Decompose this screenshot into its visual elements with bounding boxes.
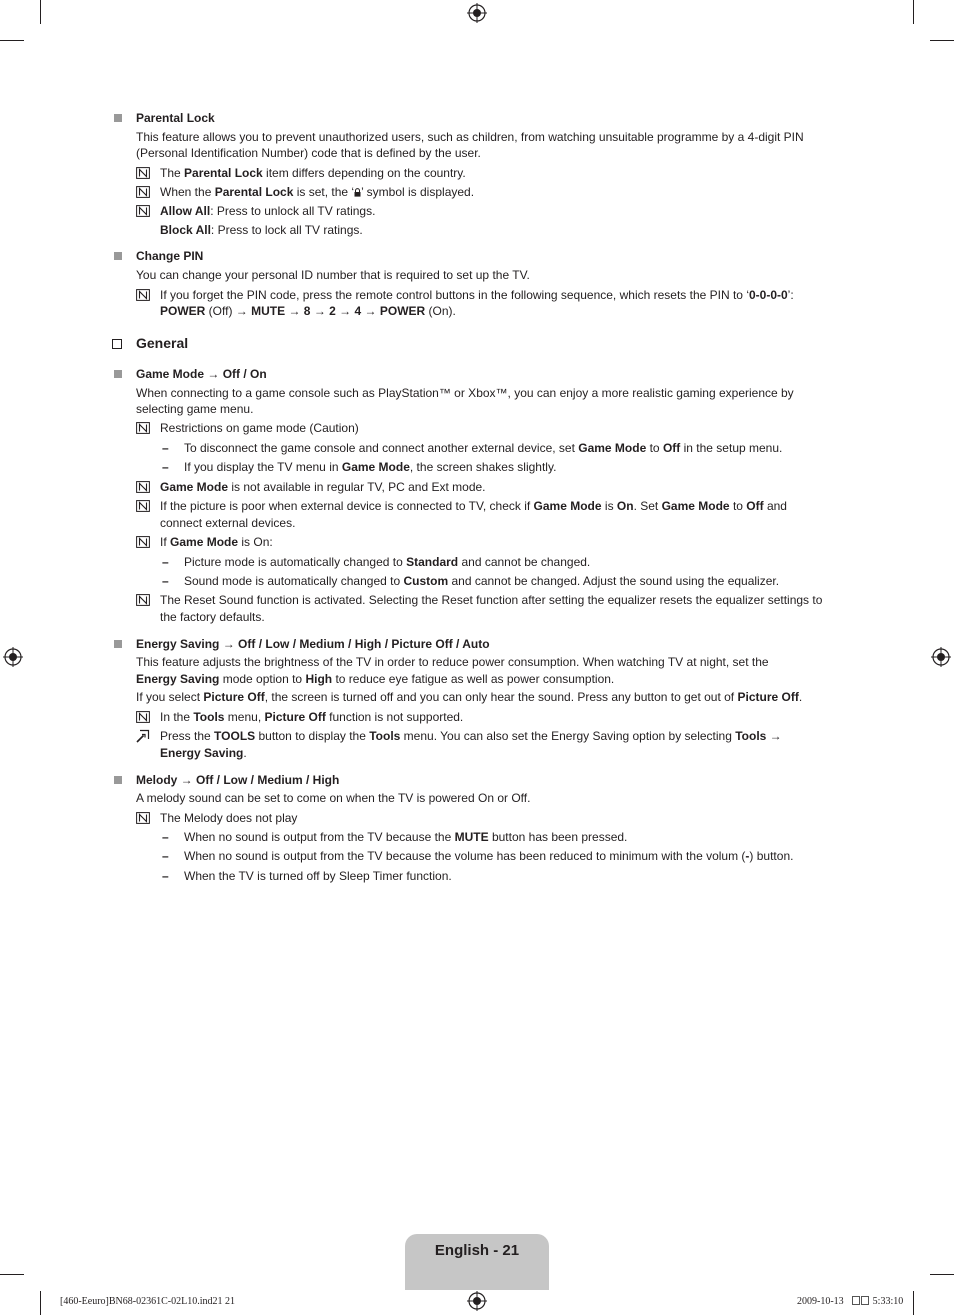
dash-item — [0, 573, 954, 589]
crop-mark — [913, 1291, 914, 1315]
square-bullet-icon — [114, 640, 122, 648]
text-run: This feature allows you to prevent unauthorized users, such as children, from watching unsuitable programme by a 4-digit PIN — [136, 130, 804, 144]
dash-bullet: – — [162, 849, 169, 863]
body-text — [136, 654, 769, 670]
bold-term: High — [305, 672, 333, 686]
crop-mark — [40, 0, 41, 24]
bold-term: On — [616, 499, 634, 513]
body-text-line — [0, 401, 954, 417]
menu-item-heading — [0, 772, 954, 788]
text-run: mode option to — [219, 672, 306, 686]
text-run: is On: — [238, 535, 273, 549]
item-title — [136, 772, 339, 788]
text-run: To disconnect the game console and connect another external device, set — [184, 441, 579, 455]
note-line — [0, 287, 954, 303]
text-run: is not available in regular TV, PC and Ext mode. — [228, 480, 486, 494]
text-run: . — [243, 746, 247, 760]
body-text-line — [0, 129, 954, 145]
note-text — [160, 287, 794, 303]
bold-term: Game Mode — [170, 535, 239, 549]
text-run: If you select — [136, 690, 204, 704]
bold-term: Tools — [193, 710, 225, 724]
text-run: If the picture is poor when external device is connected to TV, check if — [160, 499, 534, 513]
imprint-file: [460-Eeuro]BN68-02361C-02L10.ind21 21 — [60, 1296, 235, 1307]
note-icon — [136, 500, 150, 512]
note-icon — [136, 594, 150, 606]
note-line — [0, 810, 954, 826]
note-icon — [136, 422, 150, 434]
text-run: When the — [160, 185, 215, 199]
text-run: Restrictions on game mode (Caution) — [160, 421, 359, 435]
note-icon — [136, 167, 150, 179]
note-continuation — [0, 515, 954, 531]
dash-bullet: – — [162, 830, 169, 844]
tools-icon — [136, 729, 150, 743]
bold-term: Energy Saving — [136, 672, 220, 686]
page-number-tab — [405, 1234, 549, 1290]
text-run: The — [160, 166, 185, 180]
body-text-line — [0, 385, 954, 401]
dash-text — [184, 573, 779, 589]
body-text — [136, 129, 804, 145]
crop-mark — [913, 0, 914, 24]
crop-mark — [40, 1291, 41, 1315]
note-line — [0, 592, 954, 608]
checkbox-bullet-icon — [112, 339, 122, 349]
text-run: . — [798, 690, 803, 704]
bold-term: Game Mode — [661, 499, 730, 513]
text-run: to reduce eye fatigue as well as power consumption. — [332, 672, 615, 686]
text-run: item differs depending on the country. — [262, 166, 466, 180]
bold-term: Off — [662, 441, 681, 455]
dash-item — [0, 554, 954, 570]
crop-mark — [0, 40, 24, 41]
text-run: → — [204, 367, 223, 381]
body-text — [136, 689, 802, 705]
dash-text — [184, 829, 627, 845]
square-bullet-icon — [114, 776, 122, 784]
item-title — [136, 110, 215, 126]
text-run: (Personal Identification Number) code that is defined by the user. — [136, 146, 481, 160]
bold-term: Game Mode — [341, 460, 410, 474]
text-run: menu, — [224, 710, 265, 724]
square-bullet-icon — [114, 252, 122, 260]
text-run: button has been pressed. — [488, 830, 628, 844]
text-run: ’ symbol is displayed. — [361, 185, 475, 199]
body-text — [136, 790, 530, 806]
note-text — [160, 592, 822, 608]
text-run: Picture mode is automatically changed to — [184, 555, 407, 569]
section-heading — [0, 336, 954, 352]
tools-text — [160, 728, 782, 744]
menu-item-heading — [0, 636, 954, 652]
text-run: → — [335, 304, 355, 318]
text-run: is set, the ‘ — [293, 185, 355, 199]
text-run: This feature adjusts the brightness of the TV in order to reduce power consumption. When watching TV at night, set the — [136, 655, 769, 669]
text-run: When the TV is turned off by Sleep Timer function. — [184, 869, 452, 883]
text-run: → — [177, 773, 197, 787]
text-run: button to display the — [255, 729, 370, 743]
text-run: If you forget the PIN code, press the remote control buttons in the following sequence, which resets the PIN to ‘ — [160, 288, 749, 302]
note-text — [160, 203, 375, 219]
text-run: → — [310, 304, 330, 318]
note-continuation — [0, 222, 954, 238]
text-run: When no sound is output from the TV because the volume has been reduced to minimum with the volum ( — [184, 849, 746, 863]
text-run: You can change your personal ID number that is required to set up the TV. — [136, 268, 530, 282]
note-text — [160, 709, 463, 725]
text-run: . Set — [633, 499, 662, 513]
text-run: , the screen is turned off and you can only hear the sound. Press any button to get out of — [264, 690, 738, 704]
item-title — [136, 636, 490, 652]
bold-term: 2 — [329, 304, 336, 318]
body-text — [136, 385, 794, 401]
dash-item — [0, 440, 954, 456]
missing-glyph-icon — [852, 1296, 860, 1305]
text-run: (On). — [425, 304, 456, 318]
text-run: The Reset Sound function is activated. Selecting the Reset function after setting the equalizer resets the equalizer settings to — [160, 593, 823, 607]
note-text — [160, 165, 466, 181]
text-run: Sound mode is automatically changed to — [184, 574, 404, 588]
body-text-line — [0, 671, 954, 687]
bold-term: Change PIN — [136, 249, 204, 263]
note-text — [160, 609, 265, 625]
dash-bullet: – — [162, 441, 169, 455]
note-text — [160, 184, 474, 200]
bold-term: Off / Low / Medium / High / Picture Off / Auto — [238, 637, 490, 651]
text-run: connect external devices. — [160, 516, 296, 530]
bold-term: Parental Lock — [136, 111, 215, 125]
note-line — [0, 165, 954, 181]
note-text — [160, 534, 273, 550]
bold-term: Off / Low / Medium / High — [196, 773, 340, 787]
note-text — [160, 420, 359, 436]
section-title — [136, 335, 188, 351]
body-text — [136, 671, 614, 687]
note-text — [160, 479, 486, 495]
text-run: → — [361, 304, 380, 318]
body-text — [136, 145, 481, 161]
note-continuation — [0, 609, 954, 625]
dash-bullet: – — [162, 460, 169, 474]
bold-term: Standard — [406, 555, 459, 569]
dash-text — [184, 868, 452, 884]
bold-term: Picture Off — [737, 690, 799, 704]
note-line — [0, 479, 954, 495]
note-text — [160, 745, 247, 761]
registration-mark-icon — [467, 1291, 487, 1311]
dash-text — [184, 554, 590, 570]
dash-bullet: – — [162, 869, 169, 883]
bold-term: Picture Off — [264, 710, 326, 724]
crop-mark — [0, 1274, 24, 1275]
note-text — [160, 303, 456, 319]
dash-item — [0, 868, 954, 884]
bold-term: Parental Lock — [214, 185, 294, 199]
text-run: (Off) → — [205, 304, 252, 318]
dash-text — [184, 459, 556, 475]
imprint-datetime — [797, 1296, 903, 1307]
text-run: In the — [160, 710, 194, 724]
note-icon — [136, 205, 150, 217]
bold-term: Game Mode — [533, 499, 602, 513]
note-icon — [136, 711, 150, 723]
text-run: is — [601, 499, 617, 513]
text-run: function is not supported. — [325, 710, 464, 724]
note-icon — [136, 289, 150, 301]
bold-term: POWER — [379, 304, 426, 318]
bold-term: 0-0-0-0 — [748, 288, 788, 302]
body-text — [136, 267, 530, 283]
note-continuation — [0, 745, 954, 761]
dash-bullet: – — [162, 555, 169, 569]
text-run: to — [729, 499, 747, 513]
note-icon — [136, 812, 150, 824]
bold-term: MUTE — [251, 304, 286, 318]
bold-term: Allow All — [160, 204, 211, 218]
bold-term: Custom — [403, 574, 449, 588]
text-run: and — [763, 499, 787, 513]
text-run: If — [160, 535, 171, 549]
registration-mark-icon — [467, 3, 487, 23]
text-run: ’: — [787, 288, 794, 302]
note-line — [0, 203, 954, 219]
bold-term: Picture Off — [203, 690, 265, 704]
bold-term: POWER — [160, 304, 206, 318]
body-text-line — [0, 790, 954, 806]
bold-term: - — [745, 849, 750, 863]
text-run: The Melody does not play — [160, 811, 298, 825]
text-run: in the setup menu. — [680, 441, 783, 455]
tools-line — [0, 728, 954, 744]
bold-term: Energy Saving — [160, 746, 244, 760]
note-line — [0, 184, 954, 200]
text-run: → — [285, 304, 304, 318]
bold-term: Off / On — [222, 367, 267, 381]
note-icon — [136, 536, 150, 548]
note-icon — [136, 481, 150, 493]
bold-term: Off — [746, 499, 764, 513]
bold-term: 8 — [303, 304, 311, 318]
menu-item-heading — [0, 366, 954, 382]
note-line — [0, 534, 954, 550]
bold-term: Parental Lock — [184, 166, 263, 180]
note-text — [160, 222, 363, 238]
bold-term: TOOLS — [214, 729, 256, 743]
item-title — [136, 248, 203, 264]
note-text — [160, 810, 297, 826]
square-bullet-icon — [114, 114, 122, 122]
body-text — [136, 401, 253, 417]
text-run: ) button. — [749, 849, 794, 863]
body-text-line — [0, 145, 954, 161]
text-run: → — [766, 729, 782, 743]
imprint-date: 2009-10-13 — [797, 1296, 844, 1307]
dash-text — [184, 440, 782, 456]
dash-bullet: – — [162, 574, 169, 588]
crop-mark — [930, 40, 954, 41]
square-bullet-icon — [114, 370, 122, 378]
bold-term: Tools — [735, 729, 767, 743]
text-run: the factory defaults. — [160, 610, 265, 624]
note-text — [160, 515, 295, 531]
note-line — [0, 498, 954, 514]
body-text-line — [0, 267, 954, 283]
bold-term: Block All — [160, 223, 211, 237]
missing-glyph-icon — [861, 1296, 869, 1305]
dash-text — [184, 848, 793, 864]
text-run: selecting game menu. — [136, 402, 254, 416]
text-run: menu. You can also set the Energy Saving option by selecting — [400, 729, 736, 743]
note-line — [0, 420, 954, 436]
text-run: When no sound is output from the TV because the — [184, 830, 455, 844]
imprint-time: 5:33:10 — [872, 1296, 904, 1307]
dash-item — [0, 848, 954, 864]
bold-term: Energy Saving — [136, 637, 220, 651]
text-run: , the screen shakes slightly. — [409, 460, 557, 474]
dash-item — [0, 459, 954, 475]
text-run: to — [646, 441, 663, 455]
text-run: If you display the TV menu in — [184, 460, 342, 474]
bold-term: Game Mode — [136, 367, 205, 381]
text-run: : Press to unlock all TV ratings. — [210, 204, 376, 218]
menu-item-heading — [0, 248, 954, 264]
text-run: General — [136, 335, 189, 351]
text-run: : Press to lock all TV ratings. — [210, 223, 363, 237]
note-text — [160, 498, 787, 514]
body-text-line — [0, 654, 954, 670]
page-number: English - 21 — [434, 1242, 520, 1259]
bold-term: 4 — [354, 304, 362, 318]
text-run: Press the — [160, 729, 215, 743]
text-run: When connecting to a game console such as PlayStation™ or Xbox™, you can enjoy a more realistic gaming experience by — [136, 386, 794, 400]
note-continuation — [0, 303, 954, 319]
bold-term: MUTE — [454, 830, 489, 844]
bold-term: Game Mode — [160, 480, 229, 494]
text-run: A melody sound can be set to come on when the TV is powered On or Off. — [136, 791, 531, 805]
text-run: and cannot be changed. Adjust the sound using the equalizer. — [448, 574, 780, 588]
dash-item — [0, 829, 954, 845]
text-run: → — [219, 637, 239, 651]
text-run: and cannot be changed. — [458, 555, 591, 569]
bold-term: Melody — [136, 773, 178, 787]
body-text-line — [0, 689, 954, 705]
note-line — [0, 709, 954, 725]
bold-term: Game Mode — [578, 441, 647, 455]
bold-term: Tools — [369, 729, 401, 743]
note-icon — [136, 186, 150, 198]
menu-item-heading — [0, 110, 954, 126]
crop-mark — [930, 1274, 954, 1275]
item-title — [136, 366, 267, 382]
